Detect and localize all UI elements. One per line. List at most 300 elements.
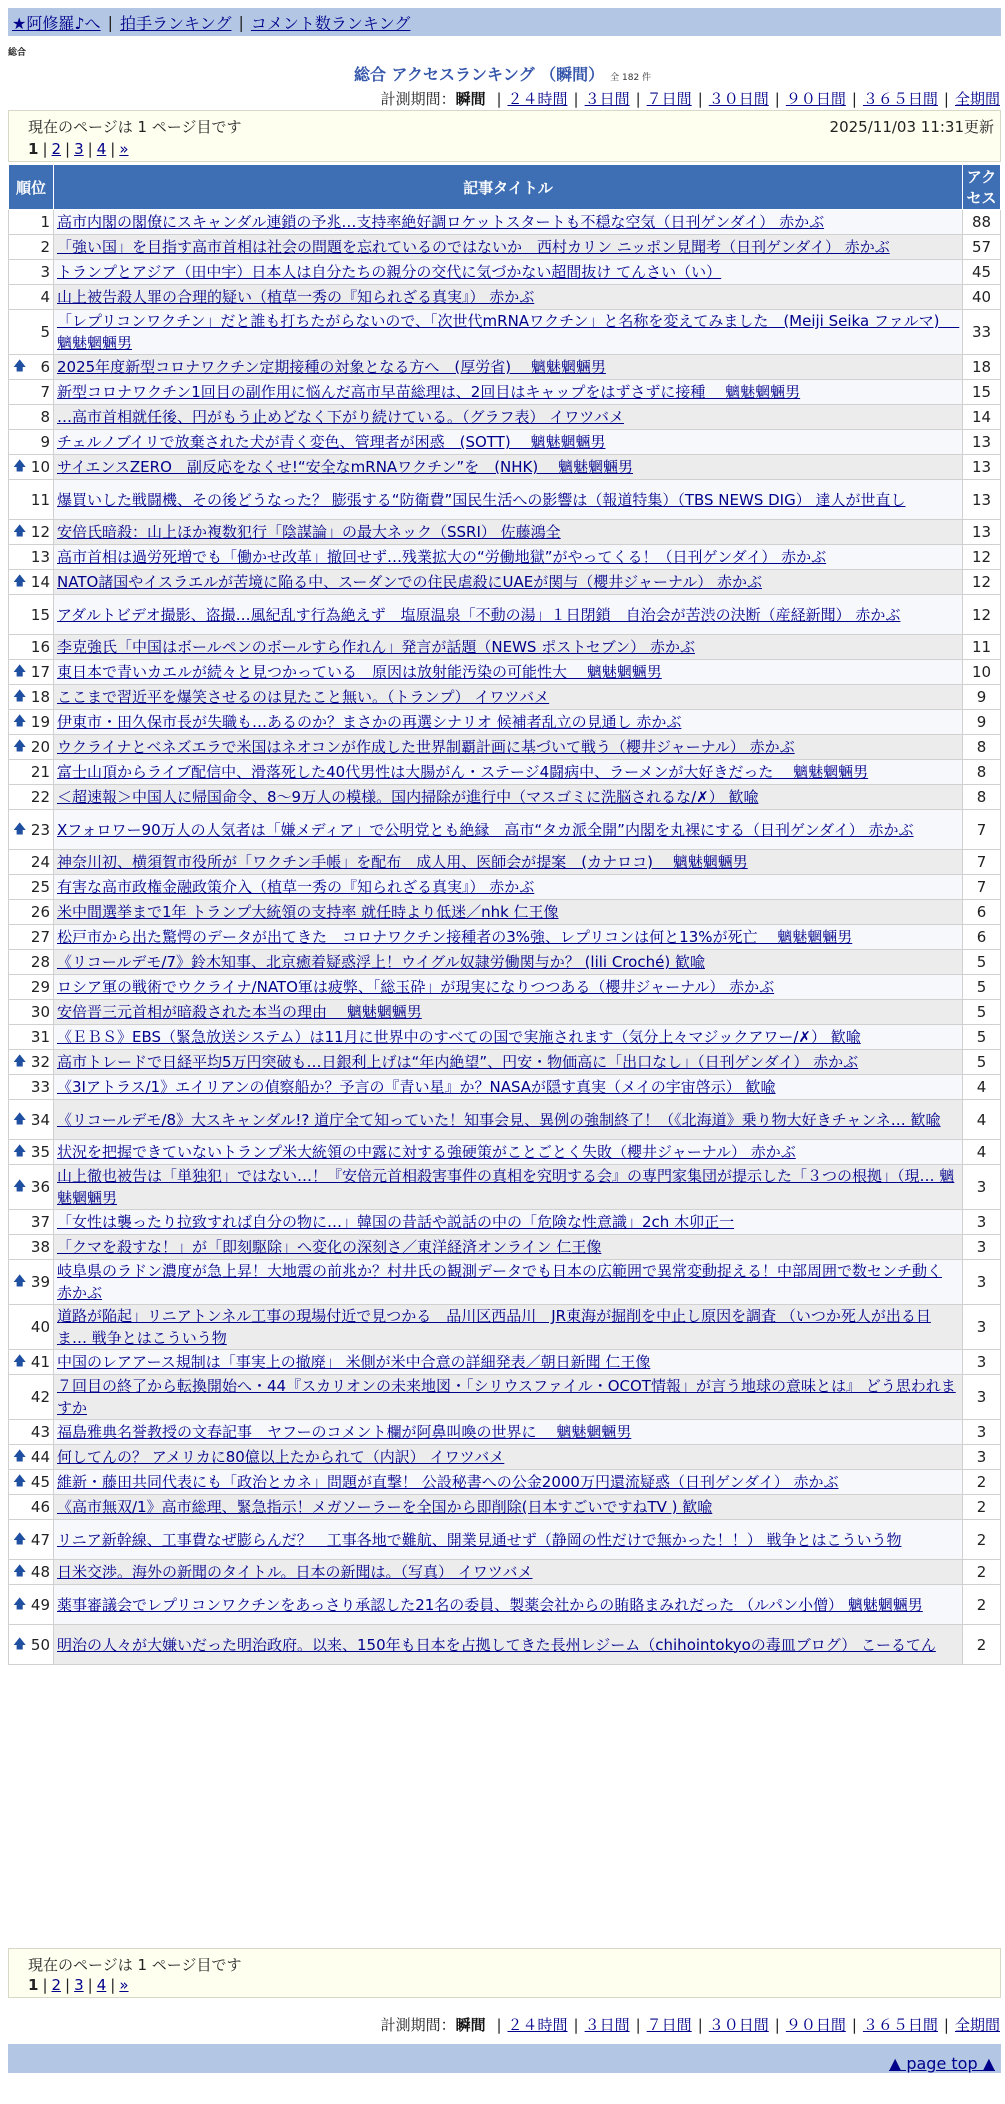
- period-separator: |: [851, 90, 857, 108]
- article-link[interactable]: 《リコールデモ/7》鈴木知事、北京癒着疑惑浮上！ウイグル奴隷労働関与か？ (lili Croché) 歓喩: [57, 953, 705, 971]
- rank-cell: [9, 1625, 54, 1665]
- rank-number: 41: [30, 1353, 50, 1371]
- up-arrow-icon: 🡅: [13, 1354, 27, 1369]
- rank-number: 37: [30, 1213, 50, 1231]
- article-link[interactable]: 高市内閣の閣僚にスキャンダル連鎖の予兆…支持率絶好調ロケットスタートも不穏な空気（日刊ゲンダイ） 赤かぶ: [57, 213, 825, 231]
- table-row: [9, 760, 1001, 785]
- title-cell: [54, 975, 963, 1000]
- rank-number: 6: [40, 358, 50, 376]
- up-arrow-icon: 🡅: [13, 1596, 27, 1612]
- article-link[interactable]: トランプとアジア（田中宇）日本人は自分たちの親分の交代に気づかない超間抜け てんさい（い）: [57, 263, 722, 281]
- rank-number: 49: [30, 1595, 50, 1614]
- table-row: [9, 310, 1001, 355]
- article-link[interactable]: ウクライナとベネズエラで米国はネオコンが作成した世界制覇計画に基づいて戦う（櫻井ジャーナル） 赤かぶ: [57, 738, 795, 756]
- title-cell: [54, 480, 963, 520]
- title-cell: [54, 1445, 963, 1470]
- rank-number: 23: [30, 820, 50, 839]
- access-count: 4: [963, 1100, 1001, 1140]
- period-selector-top: [381, 88, 1000, 109]
- access-count: 40: [963, 285, 1001, 310]
- title-cell: [54, 1260, 963, 1305]
- up-arrow-icon: 🡅: [13, 459, 27, 474]
- article-link[interactable]: 《リコールデモ/8》大スキャンダル!? 道庁全て知っていた！知事会見、異例の強制終了！（《北海道》乗り物大好きチャンネ… 歓喩: [57, 1110, 941, 1129]
- access-count: 18: [963, 355, 1001, 380]
- access-count: 13: [963, 455, 1001, 480]
- table-row: [9, 1140, 1001, 1165]
- pager-separator: |: [110, 140, 116, 158]
- title-cell: [54, 1585, 963, 1625]
- rank-number: 10: [30, 458, 50, 476]
- article-link[interactable]: ＜超速報＞中国人に帰国命令、8～9万人の模様。国内掃除が進行中（マスゴミに洗脳されるな/✗） 歓喩: [57, 788, 759, 806]
- period-separator: |: [635, 90, 641, 108]
- table-row: [9, 1260, 1001, 1305]
- pager-separator: |: [87, 1976, 93, 1994]
- page-top-link[interactable]: ▲ page top ▲: [888, 2054, 995, 2073]
- title-cell: [54, 520, 963, 545]
- rank-cell: [9, 1235, 54, 1260]
- article-link[interactable]: 「強い国」を目指す高市首相は社会の問題を忘れているのではないか 西村カリン ニッポン見聞考（日刊ゲンダイ） 赤かぶ: [57, 238, 890, 256]
- pager-bottom: [28, 1976, 129, 1994]
- period-option-link[interactable]: ９０日間: [785, 90, 846, 108]
- rank-cell: [9, 1520, 54, 1560]
- rank-number: 1: [40, 213, 50, 231]
- rank-cell: [9, 760, 54, 785]
- access-count: 13: [963, 520, 1001, 545]
- table-row: [9, 520, 1001, 545]
- pager-next-link[interactable]: »: [119, 1976, 129, 1994]
- rank-cell: [9, 1000, 54, 1025]
- rank-number: 7: [40, 383, 50, 401]
- title-cell: [54, 405, 963, 430]
- title-cell: [54, 760, 963, 785]
- article-link[interactable]: 高市トレードで日経平均5万円突破も…日銀利上げは“年内絶望”、円安・物価高に「出口なし」（日刊ゲンダイ） 赤かぶ: [57, 1053, 859, 1071]
- article-link[interactable]: ここまで習近平を爆笑させるのは見たこと無い。（トランプ） イワツバメ: [57, 688, 550, 706]
- rank-number: 17: [30, 663, 50, 681]
- ranking-table: [8, 164, 1001, 1665]
- table-row: [9, 785, 1001, 810]
- comment-ranking-link[interactable]: コメント数ランキング: [250, 13, 411, 33]
- title-cell: [54, 660, 963, 685]
- rank-number: 4: [40, 288, 50, 306]
- article-link[interactable]: 山上被告殺人罪の合理的疑い（植草一秀の『知られざる真実』） 赤かぶ: [57, 288, 535, 306]
- access-column-header: アクセス: [963, 165, 1001, 210]
- article-link[interactable]: ロシア軍の戦術でウクライナ/NATO軍は疲弊、「総玉砕」が現実になりつつある（櫻井ジャーナル） 赤かぶ: [57, 978, 775, 996]
- pager-next-link[interactable]: »: [119, 140, 129, 158]
- table-row: [9, 810, 1001, 850]
- clap-ranking-link[interactable]: 拍手ランキング: [119, 13, 232, 33]
- article-link[interactable]: 松戸市から出た驚愕のデータが出てきた コロナワクチン接種者の3%強、レプリコンは何と13%が死亡 魑魅魍魎男: [57, 928, 853, 946]
- access-count: 7: [963, 810, 1001, 850]
- rank-number: 48: [30, 1563, 50, 1581]
- rank-cell: [9, 735, 54, 760]
- period-option-link[interactable]: ３０日間: [708, 2016, 769, 2034]
- article-link[interactable]: 爆買いした戦闘機、その後どうなった？ 膨張する“防衛費”国民生活への影響は（報道特集）（TBS NEWS DIG） 達人が世直し: [57, 490, 906, 509]
- article-link[interactable]: Xフォロワー90万人の人気者は「嫌メディア」で公明党とも絶縁 高市“タカ派全開”内閣を丸裸にする（日刊ゲンダイ） 赤かぶ: [57, 820, 914, 839]
- table-row: [9, 1470, 1001, 1495]
- period-separator: |: [573, 90, 579, 108]
- table-row: [9, 685, 1001, 710]
- access-count: 3: [963, 1210, 1001, 1235]
- period-current: 瞬間: [455, 2016, 486, 2034]
- title-cell: [54, 310, 963, 355]
- up-arrow-icon: 🡅: [13, 714, 27, 729]
- access-count: 57: [963, 235, 1001, 260]
- page-status-box-top: [8, 110, 1001, 162]
- article-link[interactable]: 道路が陥起」リニアトンネル工事の現場付近で見つかる 品川区西品川 JR東海が掘削を中止し原因を調査 （いつか死人が出る日ま… 戦争とはこういう物: [57, 1307, 931, 1347]
- article-link[interactable]: 伊東市・田久保市長が失職も…あるのか？まさかの再選シナリオ 候補者乱立の見通し 赤かぶ: [57, 713, 682, 731]
- table-row: [9, 950, 1001, 975]
- pager-separator: |: [42, 140, 48, 158]
- access-count: 9: [963, 710, 1001, 735]
- article-link[interactable]: 2025年度新型コロナワクチン定期接種の対象となる方へ (厚労省) 魑魅魍魎男: [57, 358, 606, 376]
- rank-cell: [9, 875, 54, 900]
- period-option-link[interactable]: ３日間: [584, 2016, 630, 2034]
- rank-number: 18: [30, 688, 50, 706]
- period-separator: |: [774, 2016, 780, 2034]
- article-link[interactable]: 米中間選挙まで1年 トランプ大統領の支持率 就任時より低迷／nhk 仁王像: [57, 903, 559, 921]
- period-option-link[interactable]: 全期間: [954, 2016, 1000, 2034]
- article-link[interactable]: 福島雅典名誉教授の文春記事 ヤフーのコメント欄が阿鼻叫喚の世界に 魑魅魍魎男: [57, 1423, 632, 1441]
- rank-cell: [9, 950, 54, 975]
- rank-number: 3: [40, 263, 50, 281]
- up-arrow-icon: 🡅: [13, 1179, 27, 1194]
- rank-number: 36: [30, 1178, 50, 1196]
- access-count: 2: [963, 1560, 1001, 1585]
- pager-current-page: 1: [28, 1976, 39, 1994]
- article-link[interactable]: 「クマを殺すな！」が「即刻駆除」へ変化の深刻さ／東洋経済オンライン 仁王像: [57, 1238, 602, 1256]
- page-title-text: 総合 アクセスランキング （瞬間）: [353, 65, 605, 84]
- rank-number: 30: [30, 1003, 50, 1021]
- table-row: [9, 405, 1001, 430]
- rank-number: 14: [30, 573, 50, 591]
- rank-cell: [9, 1350, 54, 1375]
- table-row: [9, 1075, 1001, 1100]
- table-row: [9, 1000, 1001, 1025]
- rank-cell: [9, 660, 54, 685]
- up-arrow-icon: 🡅: [13, 1144, 27, 1159]
- rank-number: 27: [30, 928, 50, 946]
- article-link[interactable]: リニア新幹線、工事費なぜ膨らんだ？ 工事各地で難航、開業見通せず（静岡の性だけで無かった！！） 戦争とはこういう物: [57, 1530, 902, 1549]
- rank-number: 19: [30, 713, 50, 731]
- rank-cell: [9, 480, 54, 520]
- title-cell: [54, 380, 963, 405]
- rank-cell: [9, 355, 54, 380]
- rank-cell: [9, 570, 54, 595]
- table-row: [9, 1560, 1001, 1585]
- access-count: 2: [963, 1470, 1001, 1495]
- up-arrow-icon: 🡅: [13, 524, 27, 539]
- access-count: 3: [963, 1260, 1001, 1305]
- access-count: 5: [963, 1050, 1001, 1075]
- rank-column-header: 順位: [9, 165, 54, 210]
- rank-number: 43: [30, 1423, 50, 1441]
- title-cell: [54, 1305, 963, 1350]
- table-row: [9, 1025, 1001, 1050]
- article-link[interactable]: 維新・藤田共同代表にも「政治とカネ」問題が直撃！ 公設秘書への公金2000万円還流疑惑（日刊ゲンダイ） 赤かぶ: [57, 1473, 839, 1491]
- title-cell: [54, 685, 963, 710]
- rank-cell: [9, 710, 54, 735]
- period-options: [490, 2016, 1000, 2034]
- rank-cell: [9, 1165, 54, 1210]
- title-cell: [54, 1350, 963, 1375]
- table-row: [9, 210, 1001, 235]
- title-cell: [54, 1025, 963, 1050]
- updated-timestamp: 2025/11/03 11:31更新: [829, 118, 994, 136]
- rank-cell: [9, 380, 54, 405]
- pager-top: [28, 140, 129, 158]
- article-link[interactable]: 薬事審議会でレプリコンワクチンをあっさり承認した21名の委員、製薬会社からの賄賂まみれだった （ルパン小僧） 魑魅魍魎男: [57, 1595, 923, 1614]
- article-link[interactable]: 神奈川初、横須賀市役所が「ワクチン手帳」を配布 成人用、医師会が提案 (カナロコ) 魑魅魍魎男: [57, 853, 748, 871]
- table-row: [9, 850, 1001, 875]
- period-option-link[interactable]: ２４時間: [507, 2016, 568, 2034]
- up-arrow-icon: 🡅: [13, 1531, 27, 1547]
- access-count: 6: [963, 900, 1001, 925]
- page-status-box-bottom: [8, 1948, 1001, 1998]
- rank-cell: [9, 1100, 54, 1140]
- period-option-link[interactable]: ３日間: [584, 90, 630, 108]
- title-cell: [54, 1470, 963, 1495]
- access-count: 3: [963, 1420, 1001, 1445]
- pager-page-link[interactable]: 4: [96, 140, 107, 158]
- access-count: 4: [963, 1140, 1001, 1165]
- access-count: 2: [963, 1495, 1001, 1520]
- article-link[interactable]: 山上徹也被告は「単独犯」ではない…！『安倍元首相殺害事件の真相を究明する会』の専門家集団が提示した「３つの根拠」（現… 魑魅魍魎男: [57, 1167, 955, 1207]
- article-link[interactable]: 《3Iアトラス/1》エイリアンの偵察船か？予言の『青い星』か？NASAが隠す真実（メイの宇宙啓示） 歓喩: [57, 1078, 776, 1096]
- article-link[interactable]: 新型コロナワクチン1回目の副作用に悩んだ高市早苗総理は、2回目はキャップをはずさずに接種 魑魅魍魎男: [57, 383, 801, 401]
- table-row: [9, 925, 1001, 950]
- rank-cell: [9, 635, 54, 660]
- up-arrow-icon: 🡅: [13, 359, 27, 374]
- rank-cell: [9, 310, 54, 355]
- table-row: [9, 1625, 1001, 1665]
- period-selector-bottom: [381, 2014, 1000, 2035]
- article-link[interactable]: 《高市無双/1》高市総理、緊急指示！メガソーラーを全国から即削除(日本すごいですねTV ) 歓喩: [57, 1498, 713, 1516]
- title-cell: [54, 710, 963, 735]
- rank-number: 2: [40, 238, 50, 256]
- rank-number: 21: [30, 763, 50, 781]
- period-option-link[interactable]: 全期間: [954, 90, 1000, 108]
- title-cell: [54, 570, 963, 595]
- pager-page-link[interactable]: 2: [51, 140, 62, 158]
- article-link[interactable]: …高市首相就任後、円がもう止めどなく下がり続けている。（グラフ表） イワツバメ: [57, 408, 624, 426]
- table-row: [9, 660, 1001, 685]
- up-arrow-icon: 🡅: [13, 689, 27, 704]
- title-cell: [54, 355, 963, 380]
- table-row: [9, 1100, 1001, 1140]
- article-link[interactable]: 東日本で青いカエルが続々と見つかっている 原因は放射能汚染の可能性大 魑魅魍魎男: [57, 663, 662, 681]
- title-cell: [54, 900, 963, 925]
- table-row: [9, 1420, 1001, 1445]
- rank-cell: [9, 975, 54, 1000]
- access-count: 2: [963, 1625, 1001, 1665]
- total-count: 全 182 件: [610, 73, 652, 83]
- article-link[interactable]: 《ＥＢＳ》EBS（緊急放送システム）は11月に世界中のすべての国で実施されます（気分上々マジックアワー/✗） 歓喩: [57, 1028, 861, 1046]
- article-link[interactable]: 李克強氏「中国はボールペンのボールすら作れん」発言が話題（NEWS ポストセブン） 赤かぶ: [57, 638, 695, 656]
- table-row: [9, 735, 1001, 760]
- access-count: 8: [963, 785, 1001, 810]
- rank-number: 38: [30, 1238, 50, 1256]
- access-count: 3: [963, 1235, 1001, 1260]
- access-count: 3: [963, 1445, 1001, 1470]
- rank-cell: [9, 455, 54, 480]
- access-count: 7: [963, 875, 1001, 900]
- up-arrow-icon: 🡅: [13, 1449, 27, 1464]
- rank-number: 16: [30, 638, 50, 656]
- period-separator: |: [697, 90, 703, 108]
- article-link[interactable]: 高市首相は過労死増でも「働かせ改革」撤回せず…残業拡大の“労働地獄”がやってくる！（日刊ゲンダイ） 赤かぶ: [57, 548, 827, 566]
- rank-cell: [9, 1470, 54, 1495]
- table-row: [9, 285, 1001, 310]
- pager-current-page: 1: [28, 140, 39, 158]
- table-row: [9, 595, 1001, 635]
- home-link[interactable]: ★阿修羅♪へ: [12, 13, 101, 33]
- period-option-link[interactable]: ３６５日間: [862, 90, 938, 108]
- table-row: [9, 260, 1001, 285]
- access-count: 13: [963, 480, 1001, 520]
- rank-number: 25: [30, 878, 50, 896]
- period-options: [490, 90, 1000, 108]
- rank-number: 11: [30, 490, 50, 509]
- rank-cell: [9, 430, 54, 455]
- title-cell: [54, 1560, 963, 1585]
- title-cell: [54, 455, 963, 480]
- rank-cell: [9, 1075, 54, 1100]
- up-arrow-icon: 🡅: [13, 574, 27, 589]
- current-page-text: 現在のページは 1 ページ目です: [28, 118, 242, 136]
- access-count: 3: [963, 1375, 1001, 1420]
- rank-cell: [9, 405, 54, 430]
- article-link[interactable]: 状況を把握できていないトランプ米大統領の中露に対する強硬策がことごとく失敗（櫻井ジャーナル） 赤かぶ: [57, 1143, 796, 1161]
- rank-number: 31: [30, 1028, 50, 1046]
- article-link[interactable]: チェルノブイリで放棄された犬が青く変色、管理者が困惑 (SOTT) 魑魅魍魎男: [57, 433, 606, 451]
- access-count: 5: [963, 975, 1001, 1000]
- title-cell: [54, 1000, 963, 1025]
- rank-number: 24: [30, 853, 50, 871]
- pager-page-link[interactable]: 2: [51, 1976, 62, 1994]
- article-link[interactable]: 中国のレアアース規制は「事実上の撤廃」 米側が米中合意の詳細発表／朝日新聞 仁王像: [57, 1353, 651, 1371]
- article-link[interactable]: 岐阜県のラドン濃度が急上昇！大地震の前兆か？村井氏の観測データでも日本の広範囲で異常変動捉える！中部周囲で数センチ動く 赤かぶ: [57, 1262, 943, 1302]
- rank-number: 40: [30, 1318, 50, 1336]
- period-option-link[interactable]: ３０日間: [708, 90, 769, 108]
- period-separator: |: [635, 2016, 641, 2034]
- access-count: 88: [963, 210, 1001, 235]
- period-separator: |: [496, 2016, 502, 2034]
- table-row: [9, 635, 1001, 660]
- access-count: 15: [963, 380, 1001, 405]
- rank-number: 5: [40, 323, 50, 341]
- article-link[interactable]: 何してんの？ アメリカに80億以上たかられて（内訳） イワツバメ: [57, 1448, 505, 1466]
- pager-page-link[interactable]: 4: [96, 1976, 107, 1994]
- article-link[interactable]: NATO諸国やイスラエルが苦境に陥る中、スーダンでの住民虐殺にUAEが関与（櫻井ジャーナル） 赤かぶ: [57, 573, 762, 591]
- top-nav-bar: [8, 8, 1001, 36]
- title-cell: [54, 1235, 963, 1260]
- table-row: [9, 875, 1001, 900]
- rank-cell: [9, 1260, 54, 1305]
- nav-separator: |: [238, 12, 244, 32]
- rank-number: 13: [30, 548, 50, 566]
- title-cell: [54, 430, 963, 455]
- up-arrow-icon: 🡅: [13, 1564, 27, 1579]
- rank-number: 50: [30, 1635, 50, 1654]
- table-row: [9, 900, 1001, 925]
- rank-number: 34: [30, 1110, 50, 1129]
- access-count: 33: [963, 310, 1001, 355]
- rank-cell: [9, 900, 54, 925]
- rank-cell: [9, 810, 54, 850]
- table-row: [9, 1050, 1001, 1075]
- rank-cell: [9, 1495, 54, 1520]
- rank-number: 45: [30, 1473, 50, 1491]
- table-row: [9, 430, 1001, 455]
- article-link[interactable]: ７回目の終了から転換開始へ・44『スカリオンの未来地図・「シリウスファイル・OCOT情報」が言う地球の意味とは』 どう思われますか: [57, 1377, 956, 1417]
- up-arrow-icon: 🡅: [13, 821, 27, 837]
- title-column-header: 記事タイトル: [54, 165, 963, 210]
- title-cell: [54, 1520, 963, 1560]
- rank-cell: [9, 1585, 54, 1625]
- period-option-link[interactable]: ２４時間: [507, 90, 568, 108]
- page-title: [0, 62, 1005, 85]
- access-count: 7: [963, 850, 1001, 875]
- nav-separator: |: [107, 12, 113, 32]
- article-link[interactable]: 有害な高市政権金融政策介入（植草一秀の『知られざる真実』） 赤かぶ: [57, 878, 535, 896]
- access-count: 4: [963, 1075, 1001, 1100]
- title-cell: [54, 1140, 963, 1165]
- pager-page-link[interactable]: 3: [74, 1976, 84, 1994]
- article-link[interactable]: アダルトビデオ撮影、盗撮…風紀乱す行為絶えず 塩原温泉「不動の湯」１日閉鎖 自治会が苦渋の決断（産経新聞） 赤かぶ: [57, 605, 901, 624]
- period-option-link[interactable]: ３６５日間: [862, 2016, 938, 2034]
- access-count: 2: [963, 1520, 1001, 1560]
- pager-page-link[interactable]: 3: [74, 140, 84, 158]
- title-cell: [54, 210, 963, 235]
- access-count: 3: [963, 1350, 1001, 1375]
- up-arrow-icon: 🡅: [13, 739, 27, 754]
- access-count: 8: [963, 760, 1001, 785]
- title-cell: [54, 635, 963, 660]
- up-arrow-icon: 🡅: [13, 1474, 27, 1489]
- access-count: 5: [963, 950, 1001, 975]
- rank-cell: [9, 235, 54, 260]
- article-link[interactable]: 安倍晋三元首相が暗殺された本当の理由 魑魅魍魎男: [57, 1003, 422, 1021]
- article-link[interactable]: 安倍氏暗殺：山上ほか複数犯行「陰謀論」の最大ネック（SSRI） 佐藤鴻全: [57, 523, 561, 541]
- article-link[interactable]: 日米交渉。海外の新聞のタイトル。日本の新聞は。（写真） イワツバメ: [57, 1563, 533, 1581]
- period-option-link[interactable]: ７日間: [646, 90, 692, 108]
- rank-cell: [9, 1375, 54, 1420]
- period-option-link[interactable]: ９０日間: [785, 2016, 846, 2034]
- table-row: [9, 975, 1001, 1000]
- period-label: 計測期間：: [380, 2016, 456, 2034]
- article-link[interactable]: サイエンスZERO 副反応をなくせ!“安全なmRNAワクチン”を (NHK) 魑魅魍魎男: [57, 458, 634, 476]
- article-link[interactable]: 「女性は襲ったり拉致すれば自分の物に…」韓国の昔話や説話の中の「危険な性意識」2ch 木卯正一: [57, 1213, 735, 1231]
- article-link[interactable]: 「レプリコンワクチン」だと誰も打ちたがらないので、「次世代mRNAワクチン」と名称を変えてみました (Meiji Seika ファルマ) 魑魅魍魎男: [57, 312, 960, 352]
- pager-separator: |: [110, 1976, 116, 1994]
- period-separator: |: [573, 2016, 579, 2034]
- article-link[interactable]: 明治の人々が大嫌いだった明治政府。以来、150年も日本を占拠してきた長州レジーム（chihointokyoの毒皿ブログ） こーるてん: [57, 1635, 936, 1654]
- period-separator: |: [851, 2016, 857, 2034]
- article-link[interactable]: 富士山頂からライブ配信中、滑落死した40代男性は大腸がん・ステージ4闘病中、ラーメンが大好きだった 魑魅魍魎男: [57, 763, 869, 781]
- access-count: 6: [963, 925, 1001, 950]
- rank-cell: [9, 210, 54, 235]
- up-arrow-icon: 🡅: [13, 1636, 27, 1652]
- access-count: 12: [963, 595, 1001, 635]
- footer-bar: [8, 2044, 1001, 2073]
- period-option-link[interactable]: ７日間: [646, 2016, 692, 2034]
- title-cell: [54, 1495, 963, 1520]
- table-row: [9, 1165, 1001, 1210]
- rank-cell: [9, 1445, 54, 1470]
- rank-number: 32: [30, 1053, 50, 1071]
- category-label: 総合: [8, 48, 27, 58]
- table-row: [9, 1495, 1001, 1520]
